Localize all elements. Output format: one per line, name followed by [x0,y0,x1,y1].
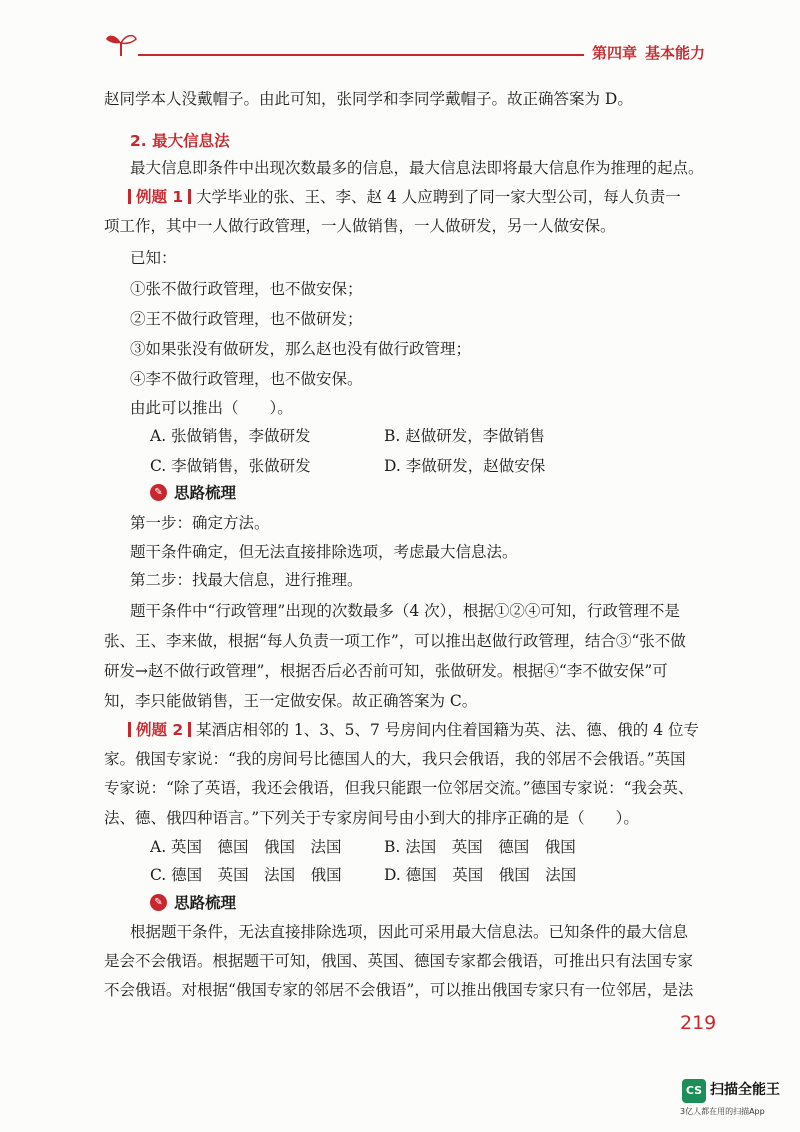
example-2-line [128,719,699,741]
question-stem: 由此可以推出（ ）。 [130,399,293,417]
text-line: 项工作，其中一人做行政管理，一人做销售，一人做研发，另一人做安保。 [104,217,616,235]
sprout-icon [104,30,138,58]
condition-2: ②王不做行政管理，也不做研发； [130,310,363,328]
example-marker [128,722,131,737]
condition-4: ④李不做行政管理，也不做安保。 [130,370,363,388]
example-marker [188,722,191,737]
example-1-line [128,186,681,208]
thinking-icon: ✎ [150,484,167,501]
text-line: 某酒店相邻的 1、3、5、7 号房间内住着国籍为英、法、德、俄的 4 位专 [196,721,700,739]
text-line: 是会不会俄语。根据题干可知，俄国、英国、德国专家都会俄语，可推出只有法国专家 [104,952,694,970]
option-b: B. 赵做研发，李做销售 [384,427,545,445]
text-line: 题干条件中“行政管理”出现的次数最多（4 次），根据①②④可知，行政管理不是 [130,602,680,620]
header-rule [138,54,584,56]
text-line: 最大信息即条件中出现次数最多的信息，最大信息法即将最大信息作为推理的起点。 [130,159,704,177]
page-number: 219 [680,1012,717,1034]
chapter-number: 第四章 [592,44,638,62]
text-line: 第一步：确定方法。 [130,514,270,532]
text-line: 已知： [130,249,177,267]
text-line: 不会俄语。对根据“俄国专家的邻居不会俄语”，可以推出俄国专家只有一位邻居，是法 [104,981,694,999]
text-line: 家。俄国专家说：“我的房间号比德国人的大，我只会俄语，我的邻居不会俄语。”英国 [104,750,686,768]
chapter-title: 基本能力 [645,44,706,62]
condition-1: ①张不做行政管理，也不做安保； [130,280,363,298]
option-d: D. 德国 英国 俄国 法国 [384,866,577,884]
option-a: A. 张做销售，李做研发 [150,427,311,445]
example-1-tag: 例题 1 [135,188,184,206]
text-line: 题干条件确定，但无法直接排除选项，考虑最大信息法。 [130,543,518,561]
text-line: 研发→赵不做行政管理”，根据否后必否前可知，张做研发。根据④“李不做安保”可 [104,662,668,680]
thinking-icon: ✎ [150,894,167,911]
camscanner-logo-icon: CS [682,1079,706,1103]
text-line: 赵同学本人没戴帽子。由此可知，张同学和李同学戴帽子。故正确答案为 D。 [104,90,633,108]
option-d: D. 李做研发，赵做安保 [384,457,546,475]
text-line: 第二步：找最大信息，进行推理。 [130,571,363,589]
thinking-heading: 思路梳理 [174,894,237,912]
example-marker [128,189,131,204]
option-b: B. 法国 英国 德国 俄国 [384,838,576,856]
text-line: 张、王、李来做，根据“每人负责一项工作”，可以推出赵做行政管理，结合③“张不做 [104,632,686,650]
condition-3: ③如果张没有做研发，那么赵也没有做行政管理； [130,340,472,358]
text-line: 专家说：“除了英语，我还会俄语，但我只能跟一位邻居交流。”德国专家说：“我会英、 [104,779,694,797]
watermark-name: 扫描全能王 [710,1082,780,1098]
text-line: 知，李只能做销售，王一定做安保。故正确答案为 C。 [104,692,478,710]
thinking-heading: 思路梳理 [174,484,237,502]
section-heading: 2. 最大信息法 [130,132,230,150]
option-a: A. 英国 德国 俄国 法国 [150,838,342,856]
text-line: 根据题干条件，无法直接排除选项，因此可采用最大信息法。已知条件的最大信息 [130,923,689,941]
example-2-tag: 例题 2 [135,721,184,739]
chapter-header [592,42,705,63]
option-c: C. 李做销售，张做研发 [150,457,311,475]
option-c: C. 德国 英国 法国 俄国 [150,866,342,884]
watermark-tagline: 3亿人都在用的扫描App [680,1107,765,1116]
text-line: 大学毕业的张、王、李、赵 4 人应聘到了同一家大型公司，每人负责一 [196,188,681,206]
example-marker [188,189,191,204]
text-line: 法、德、俄四种语言。”下列关于专家房间号由小到大的排序正确的是（ ）。 [104,809,639,827]
